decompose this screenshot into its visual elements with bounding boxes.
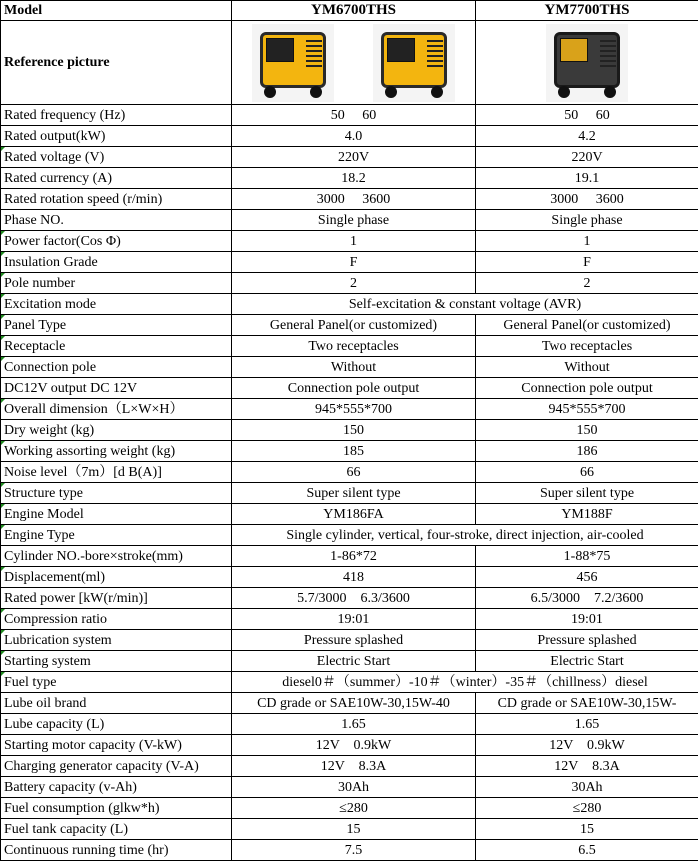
spec-label: Rated output(kW) <box>1 126 232 147</box>
spec-label: Rated power [kW(r/min)] <box>1 588 232 609</box>
model-b-picture <box>476 21 698 105</box>
spec-value-model-b: 3000 3600 <box>476 189 698 210</box>
spec-label: Displacement(ml) <box>1 567 232 588</box>
table-row <box>1 378 698 399</box>
table-row <box>1 147 698 168</box>
table-row <box>1 441 698 462</box>
spec-value-model-b: 30Ah <box>476 777 698 798</box>
generator-icon <box>252 24 334 102</box>
spec-value-model-b: 12V 8.3A <box>476 756 698 777</box>
spec-label: Pole number <box>1 273 232 294</box>
spec-label: Continuous running time (hr) <box>1 840 232 861</box>
spec-value-model-b: 1 <box>476 231 698 252</box>
table-row <box>1 294 698 315</box>
table-row <box>1 105 698 126</box>
header-label: Model <box>1 1 232 21</box>
spec-value-model-a: ≤280 <box>232 798 476 819</box>
table-row <box>1 714 698 735</box>
spec-value-model-a: YM186FA <box>232 504 476 525</box>
spec-value-model-b: Pressure splashed <box>476 630 698 651</box>
spec-label: Structure type <box>1 483 232 504</box>
spec-label: Engine Type <box>1 525 232 546</box>
spec-value-model-a: 945*555*700 <box>232 399 476 420</box>
spec-label: Connection pole <box>1 357 232 378</box>
table-row <box>1 693 698 714</box>
spec-value-model-b: 150 <box>476 420 698 441</box>
spec-value-shared: Self-excitation & constant voltage (AVR) <box>232 294 698 315</box>
table-row <box>1 462 698 483</box>
table-row <box>1 420 698 441</box>
spec-label: Fuel type <box>1 672 232 693</box>
spec-value-model-a: 50 60 <box>232 105 476 126</box>
table-row <box>1 210 698 231</box>
spec-label: Working assorting weight (kg) <box>1 441 232 462</box>
spec-label: Phase NO. <box>1 210 232 231</box>
model-a-pictures <box>232 21 476 105</box>
spec-value-model-b: 19.1 <box>476 168 698 189</box>
spec-label: Dry weight (kg) <box>1 420 232 441</box>
picture-row-label: Reference picture <box>1 21 232 105</box>
spec-value-model-b: Single phase <box>476 210 698 231</box>
spec-value-model-a: Two receptacles <box>232 336 476 357</box>
spec-value-model-a: 4.0 <box>232 126 476 147</box>
table-row <box>1 315 698 336</box>
spec-value-model-a: 30Ah <box>232 777 476 798</box>
table-row <box>1 189 698 210</box>
table-row <box>1 609 698 630</box>
spec-label: DC12V output DC 12V <box>1 378 232 399</box>
spec-value-model-a: Single phase <box>232 210 476 231</box>
spec-value-model-b: 15 <box>476 819 698 840</box>
spec-label: Fuel tank capacity (L) <box>1 819 232 840</box>
table-row <box>1 777 698 798</box>
table-row <box>1 840 698 861</box>
spec-value-model-b: Without <box>476 357 698 378</box>
table-row <box>1 252 698 273</box>
generator-icon <box>373 24 455 102</box>
spec-value-model-b: 945*555*700 <box>476 399 698 420</box>
spec-value-model-b: YM188F <box>476 504 698 525</box>
spec-value-model-a: 220V <box>232 147 476 168</box>
spec-value-model-a: CD grade or SAE10W-30,15W-40 <box>232 693 476 714</box>
table-row <box>1 672 698 693</box>
spec-value-model-b: 6.5/3000 7.2/3600 <box>476 588 698 609</box>
spec-value-model-a: Without <box>232 357 476 378</box>
spec-value-model-b: 19:01 <box>476 609 698 630</box>
spec-label: Fuel consumption (glkw*h) <box>1 798 232 819</box>
spec-label: Lubrication system <box>1 630 232 651</box>
spec-value-model-b: 6.5 <box>476 840 698 861</box>
table-row <box>1 546 698 567</box>
spec-value-model-b: Two receptacles <box>476 336 698 357</box>
spec-value-model-b: ≤280 <box>476 798 698 819</box>
spec-label: Starting system <box>1 651 232 672</box>
spec-label: Panel Type <box>1 315 232 336</box>
spec-value-shared: diesel0＃（summer）-10＃（winter）-35＃（chillness）diesel <box>232 672 698 693</box>
spec-label: Lube oil brand <box>1 693 232 714</box>
spec-value-model-a: 1 <box>232 231 476 252</box>
spec-value-model-a: 1.65 <box>232 714 476 735</box>
spec-value-model-b: 1-88*75 <box>476 546 698 567</box>
table-row <box>1 525 698 546</box>
spec-label: Overall dimension（L×W×H） <box>1 399 232 420</box>
spec-label: Insulation Grade <box>1 252 232 273</box>
spec-value-model-b: Super silent type <box>476 483 698 504</box>
spec-label: Rated voltage (V) <box>1 147 232 168</box>
spec-value-model-a: General Panel(or customized) <box>232 315 476 336</box>
spec-value-model-b: Electric Start <box>476 651 698 672</box>
spec-value-model-a: F <box>232 252 476 273</box>
spec-value-model-a: 1-86*72 <box>232 546 476 567</box>
table-row <box>1 399 698 420</box>
spec-value-model-b: 12V 0.9kW <box>476 735 698 756</box>
spec-value-model-a: 185 <box>232 441 476 462</box>
table-row <box>1 357 698 378</box>
spec-value-model-b: 4.2 <box>476 126 698 147</box>
spec-value-model-b: 50 60 <box>476 105 698 126</box>
table-row <box>1 504 698 525</box>
header-row <box>1 1 698 21</box>
table-row <box>1 819 698 840</box>
spec-value-shared: Single cylinder, vertical, four-stroke, direct injection, air-cooled <box>232 525 698 546</box>
table-row <box>1 651 698 672</box>
table-row <box>1 630 698 651</box>
spec-value-model-a: Pressure splashed <box>232 630 476 651</box>
generator-icon <box>546 24 628 102</box>
table-row <box>1 168 698 189</box>
spec-label: Power factor(Cos Φ) <box>1 231 232 252</box>
spec-value-model-a: 19:01 <box>232 609 476 630</box>
spec-value-model-a: 5.7/3000 6.3/3600 <box>232 588 476 609</box>
model-a-heading: YM6700THS <box>232 1 476 21</box>
spec-label: Engine Model <box>1 504 232 525</box>
spec-label: Starting motor capacity (V-kW) <box>1 735 232 756</box>
spec-value-model-b: General Panel(or customized) <box>476 315 698 336</box>
spec-label: Rated currency (A) <box>1 168 232 189</box>
spec-value-model-b: F <box>476 252 698 273</box>
table-row <box>1 735 698 756</box>
spec-label: Compression ratio <box>1 609 232 630</box>
spec-label: Charging generator capacity (V-A) <box>1 756 232 777</box>
model-b-heading: YM7700THS <box>476 1 698 21</box>
spec-label: Rated frequency (Hz) <box>1 105 232 126</box>
spec-value-model-a: Connection pole output <box>232 378 476 399</box>
spec-label: Lube capacity (L) <box>1 714 232 735</box>
table-row <box>1 798 698 819</box>
table-row <box>1 483 698 504</box>
spec-label: Rated rotation speed (r/min) <box>1 189 232 210</box>
spec-value-model-a: Super silent type <box>232 483 476 504</box>
spec-value-model-b: 186 <box>476 441 698 462</box>
spec-value-model-a: 66 <box>232 462 476 483</box>
spec-label: Receptacle <box>1 336 232 357</box>
spec-label: Excitation mode <box>1 294 232 315</box>
spec-value-model-b: CD grade or SAE10W-30,15W- <box>476 693 698 714</box>
spec-value-model-a: 3000 3600 <box>232 189 476 210</box>
table-row <box>1 567 698 588</box>
table-row <box>1 588 698 609</box>
picture-row <box>1 21 698 105</box>
table-row <box>1 231 698 252</box>
spec-label: Noise level（7m）[d B(A)] <box>1 462 232 483</box>
table-row <box>1 126 698 147</box>
spec-value-model-b: 456 <box>476 567 698 588</box>
table-row <box>1 756 698 777</box>
spec-value-model-b: Connection pole output <box>476 378 698 399</box>
spec-value-model-a: 12V 8.3A <box>232 756 476 777</box>
spec-value-model-a: 15 <box>232 819 476 840</box>
spec-value-model-a: Electric Start <box>232 651 476 672</box>
spec-value-model-b: 1.65 <box>476 714 698 735</box>
spec-label: Cylinder NO.-bore×stroke(mm) <box>1 546 232 567</box>
spec-value-model-a: 150 <box>232 420 476 441</box>
spec-value-model-b: 66 <box>476 462 698 483</box>
table-row <box>1 336 698 357</box>
spec-value-model-a: 7.5 <box>232 840 476 861</box>
spec-value-model-a: 12V 0.9kW <box>232 735 476 756</box>
spec-value-model-a: 18.2 <box>232 168 476 189</box>
spec-label: Battery capacity (v-Ah) <box>1 777 232 798</box>
spec-value-model-a: 418 <box>232 567 476 588</box>
spec-value-model-a: 2 <box>232 273 476 294</box>
table-row <box>1 273 698 294</box>
spec-value-model-b: 2 <box>476 273 698 294</box>
spec-value-model-b: 220V <box>476 147 698 168</box>
